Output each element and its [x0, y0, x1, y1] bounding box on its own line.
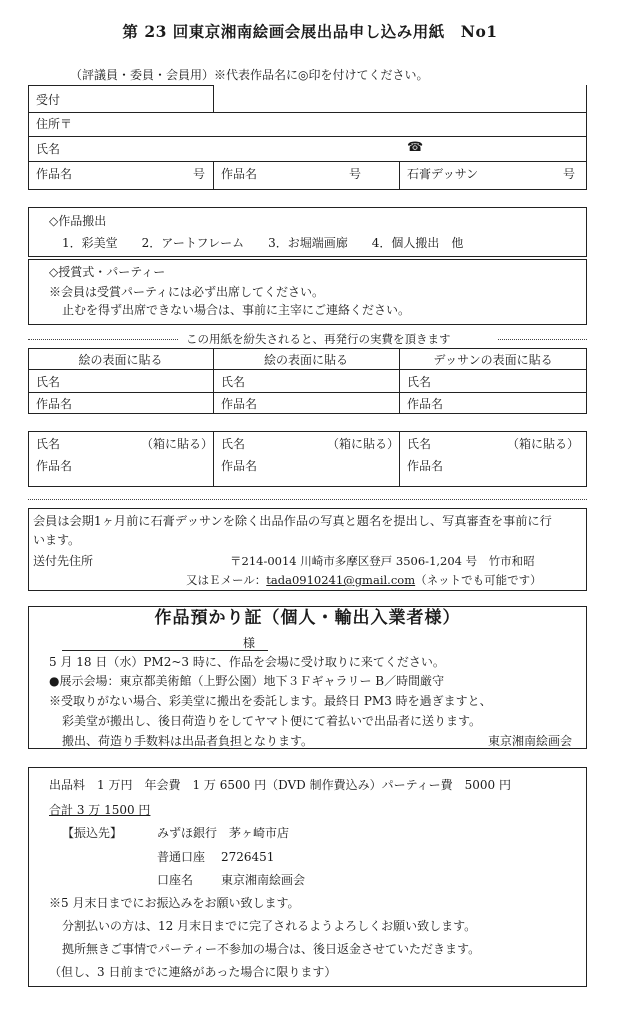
box-note: （箱に貼る）	[507, 437, 580, 451]
box-work-field[interactable]: 作品名	[221, 459, 258, 473]
receipt-title: 作品預かり証（個人・輸出入業者様）	[154, 608, 461, 628]
email-suffix: （ネットでも可能です）	[415, 573, 542, 587]
go-label: 号	[563, 167, 576, 181]
bank-label: 【振込先】	[62, 826, 123, 840]
phone-icon: ☎	[407, 140, 424, 155]
send-label: 送付先住所	[33, 554, 94, 568]
name-field[interactable]: 氏名	[36, 142, 61, 156]
ceremony-line-1: ※会員は受賞パーティには必ず出席してください。	[49, 285, 325, 299]
account-label: 普通口座	[157, 850, 206, 864]
table-work-field[interactable]: 作品名	[407, 397, 444, 411]
fee-note-4: （但し、3 日前までに連絡があった場合に限ります）	[49, 965, 337, 979]
fee-note-3: 拠所無きご事情でパーティー不参加の場合は、後日返金させていただきます。	[62, 942, 481, 956]
receipt-line-4: 彩美堂が搬出し、後日荷造りをしてヤマト便にて着払いで出品者に送ります。	[62, 714, 482, 728]
fee-note-2: 分割払いの方は、12 月末日までに完了されるようよろしくお願い致します。	[62, 919, 477, 933]
box-note: （箱に貼る）	[327, 437, 400, 451]
go-label: 号	[193, 167, 206, 181]
transport-options: 1．彩美堂 2．アートフレーム 3．お堀端画廊 4．個人搬出 他	[62, 236, 464, 250]
top-note: （評議員・委員・会員用）※代表作品名に◎印を付けてください。	[70, 68, 429, 82]
page-title: 第 23 回東京湘南絵画会展出品申し込み用紙 No1	[122, 22, 498, 41]
holder-label: 口座名	[157, 873, 194, 887]
work-field-1[interactable]: 作品名	[36, 167, 73, 181]
go-label: 号	[349, 167, 362, 181]
email-prefix: 又はＥメール：	[186, 573, 267, 587]
table-header: デッサンの表面に貼る	[433, 353, 553, 367]
table-work-field[interactable]: 作品名	[36, 397, 73, 411]
application-form	[28, 85, 587, 190]
table-work-field[interactable]: 作品名	[221, 397, 258, 411]
receipt-line-3: ※受取りがない場合、彩美堂に搬出を委託します。最終日 PM3 時を過ぎますと、	[49, 694, 492, 708]
box-name-field[interactable]: 氏名	[221, 437, 246, 451]
table-name-field[interactable]: 氏名	[221, 375, 246, 389]
address-field[interactable]: 住所〒	[36, 117, 73, 131]
table-name-field[interactable]: 氏名	[36, 375, 61, 389]
receipt-line-1: 5 月 18 日（水）PM2~3 時に、作品を会場に受け取りに来てください。	[49, 655, 445, 669]
box-name-field[interactable]: 氏名	[407, 437, 432, 451]
ceremony-line-2: 止むを得ず出席できない場合は、事前に主宰にご連絡ください。	[62, 303, 411, 317]
notice-line-2: います。	[33, 533, 81, 547]
receipt-line-5: 搬出、荷造り手数料は出品者負担となります。	[62, 734, 314, 748]
box-work-field[interactable]: 作品名	[36, 459, 73, 473]
notice-line-1: 会員は会期1ヶ月前に石膏デッサンを除く出品作品の写真と題名を提出し、写真審査を事前に行	[33, 514, 552, 528]
box-note: （箱に貼る）	[141, 437, 214, 451]
reception-label: 受付	[36, 93, 61, 107]
table-name-field[interactable]: 氏名	[407, 375, 432, 389]
holder-name: 東京湘南絵画会	[221, 873, 306, 887]
total-amount: 合計 3 万 1500 円	[49, 803, 151, 817]
receipt-line-2: ●展示会場：東京都美術館（上野公園）地下３Ｆギャラリー B／時間厳守	[49, 674, 445, 688]
ceremony-heading: ◇授賞式・パーティー	[49, 265, 166, 279]
lost-notice: この用紙を紛失されると、再発行の実費を頂きます	[186, 332, 451, 346]
box-labels	[28, 431, 587, 487]
box-work-field[interactable]: 作品名	[407, 459, 444, 473]
box-name-field[interactable]: 氏名	[36, 437, 61, 451]
table-header: 絵の表面に貼る	[263, 353, 348, 367]
plaster-drawing-field[interactable]: 石膏デッサン	[407, 167, 479, 181]
table-header: 絵の表面に貼る	[78, 353, 163, 367]
account-number: 2726451	[221, 850, 275, 864]
send-address: 〒214-0014 川崎市多摩区登戸 3506-1,204 号 竹市和昭	[230, 554, 535, 568]
fee-line: 出品料 1 万円 年会費 1 万 6500 円（DVD 制作費込み）パーティー費 5000 円	[49, 778, 511, 792]
email-line	[186, 573, 542, 587]
bank-name: みずほ銀行 茅ヶ崎市店	[157, 826, 290, 840]
transport-heading: ◇作品搬出	[49, 214, 107, 228]
sama-label: 様	[243, 636, 256, 650]
receipt-signature: 東京湘南絵画会	[488, 734, 573, 748]
email-link[interactable]: tada0910241@gmail.com	[266, 573, 416, 587]
work-field-2[interactable]: 作品名	[221, 167, 258, 181]
fee-note-1: ※5 月末日までにお振込みをお願い致します。	[49, 896, 300, 910]
